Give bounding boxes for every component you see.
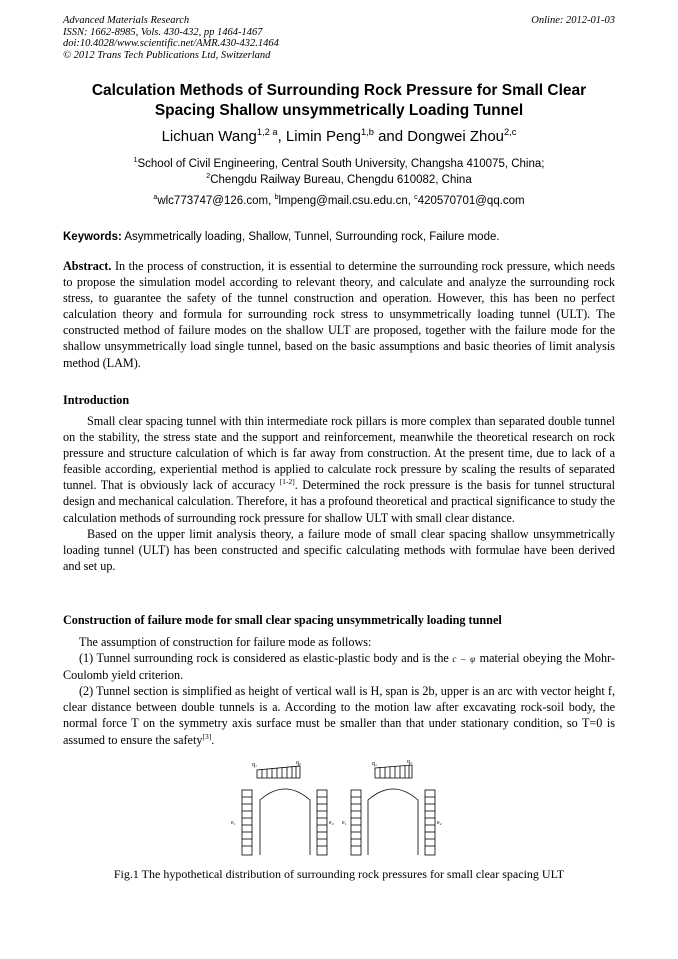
doi-line: doi:10.4028/www.scientific.net/AMR.430-432.1464 <box>63 38 279 49</box>
author-3-affil: 2,c <box>504 127 517 137</box>
introduction-body <box>63 413 615 574</box>
figure-1-pressure-distribution <box>230 760 452 860</box>
affiliation-2: $^2$Chengdu Railway Bureau, Chengdu 610082, China <box>206 172 472 186</box>
right-lateral-load-2 <box>425 790 435 855</box>
journal-name: Advanced Materials Research <box>63 15 190 26</box>
fig-label-q1-right: q₁ <box>372 761 378 767</box>
figure-1-caption: Fig.1 The hypothetical distribution of surrounding rock pressures for small clear spacing ULT <box>113 867 565 881</box>
left-tunnel-outline <box>260 789 310 855</box>
fig-label-q2-left: q₂ <box>296 760 302 766</box>
right-tunnel-outline <box>368 789 418 855</box>
section-heading-construction: Construction of failure mode for small clear spacing unsymmetrically loading tunnel <box>63 613 502 627</box>
assumption-1: (1) Tunnel surrounding rock is considered as elastic-plastic body and is the c – φ material obeying the Mohr-Coulomb yield criterion. <box>63 651 615 683</box>
title-line-1: Calculation Methods of Surrounding Rock Pressure for Small Clear <box>91 82 587 99</box>
author-3: and Dongwei Zhou <box>373 128 505 145</box>
online-date: Online: 2012-01-03 <box>531 15 615 26</box>
author-2-affil: 1,b <box>360 127 374 137</box>
lateral-load-hatch <box>242 797 435 846</box>
copyright-line: © 2012 Trans Tech Publications Ltd, Switzerland <box>63 49 271 61</box>
right-vertical-load <box>375 765 412 778</box>
construction-intro: The assumption of construction for failure mode as follows: <box>79 635 372 649</box>
fig-label-q2-right: q₂ <box>407 760 413 765</box>
left-lateral-load-2 <box>317 790 327 855</box>
c-phi-symbol: c – φ <box>452 654 477 665</box>
keywords-text: Asymmetrically loading, Shallow, Tunnel, Surrounding rock, Failure mode. <box>121 231 500 243</box>
keywords-label: Keywords: <box>63 231 122 243</box>
author-1-affil: 1,2 a <box>256 127 278 137</box>
email-1: wlc773747@126.com, <box>157 195 275 207</box>
left-lateral-load-1 <box>242 790 252 855</box>
keywords <box>63 230 615 245</box>
abstract-text: In the process of construction, it is essential to determine the surrounding rock pressure, which needs to propose the simulation model according to relevant theory, and calculate and analyze the surrounding rock stress, to guarantee the safety of the tunnel construction and operation. However, this has been no perfect calculation theory and formula for surrounding rock stress to unsymmetrically loading tunnel (ULT). The constructed method of failure modes on the shallow ULT are proposed, together with the failure mode for the shallow unsymmetrically load single tunnel, based on the basic assumptions and basic theories of limit analysis method (LAM). <box>63 259 615 370</box>
fig-label-q1-left: q₁ <box>252 762 258 768</box>
assumption-2: (2) Tunnel section is simplified as height of vertical wall is H, span is 2b, upper is an arc with vector height f, clear distance between double tunnels is a. According to the motion law after excavating rock-soil body, the normal force T on the symmetry axis surface must be smaller than that under stationary condition, so T=0 is assumed to ensure the safety[3]. <box>63 684 615 747</box>
fig-label-e2-right: e₂ <box>437 820 442 826</box>
issn-line: ISSN: 1662-8985, Vols. 430-432, pp 1464-1467 <box>63 26 263 38</box>
fig-label-e1-left: e₁ <box>231 820 236 826</box>
left-vertical-load <box>257 766 300 778</box>
intro-paragraph-2: Based on the upper limit analysis theory, a failure mode of small clear spacing shallow unsymmetrically loading tunnel (ULT) has been constructed and specific calculating methods with formulae have been derived and set up. <box>63 526 615 573</box>
abstract <box>63 258 615 371</box>
journal-header <box>63 15 615 61</box>
fig-label-e2-left: e₂ <box>329 820 334 826</box>
abstract-label: Abstract. <box>63 259 112 273</box>
section-heading-introduction: Introduction <box>63 393 130 407</box>
construction-body <box>63 634 615 748</box>
affiliation-1: $^1$School of Civil Engineering, Central South University, Changsha 410075, China; <box>133 156 545 170</box>
author-emails: $^a$wlc773747@126.com, $^b$lmpeng@mail.csu.edu.cn, $^c$420570701@qq.com <box>153 193 525 207</box>
fig-label-e1-right: e₁ <box>342 820 347 826</box>
email-2: lmpeng@mail.csu.edu.cn, <box>278 195 415 207</box>
email-3: 420570701@qq.com <box>417 195 525 207</box>
intro-paragraph-1: Small clear spacing tunnel with thin intermediate rock pillars is more complex than separated double tunnel on the stability, the stress state and the support and reinforcement, meanwhile the theoretical research on rock pressure and structure calculation of which is far away from construction. At the present time, due to lack of a feasible according, experiential method is applied to calculate rock pressure by scaling the results of separated tunnel. That is obviously lack of accuracy [1-2]. Determined the rock pressure is the basis for tunnel structural design and mechanical calculation. Therefore, it has a profound theoretical and practical significance to study the calculation methods of surrounding rock pressure for shallow ULT with small clear distance. <box>63 414 615 525</box>
author-list <box>0 128 678 146</box>
citation-ref: [1-2] <box>279 477 295 487</box>
paper-title <box>40 81 638 120</box>
right-lateral-load-1 <box>351 790 361 855</box>
citation-ref-3: [3] <box>202 731 212 741</box>
title-line-2: Spacing Shallow unsymmetrically Loading Tunnel <box>154 101 524 119</box>
author-1: Lichuan Wang <box>161 128 257 145</box>
author-2: , Limin Peng <box>277 128 361 145</box>
